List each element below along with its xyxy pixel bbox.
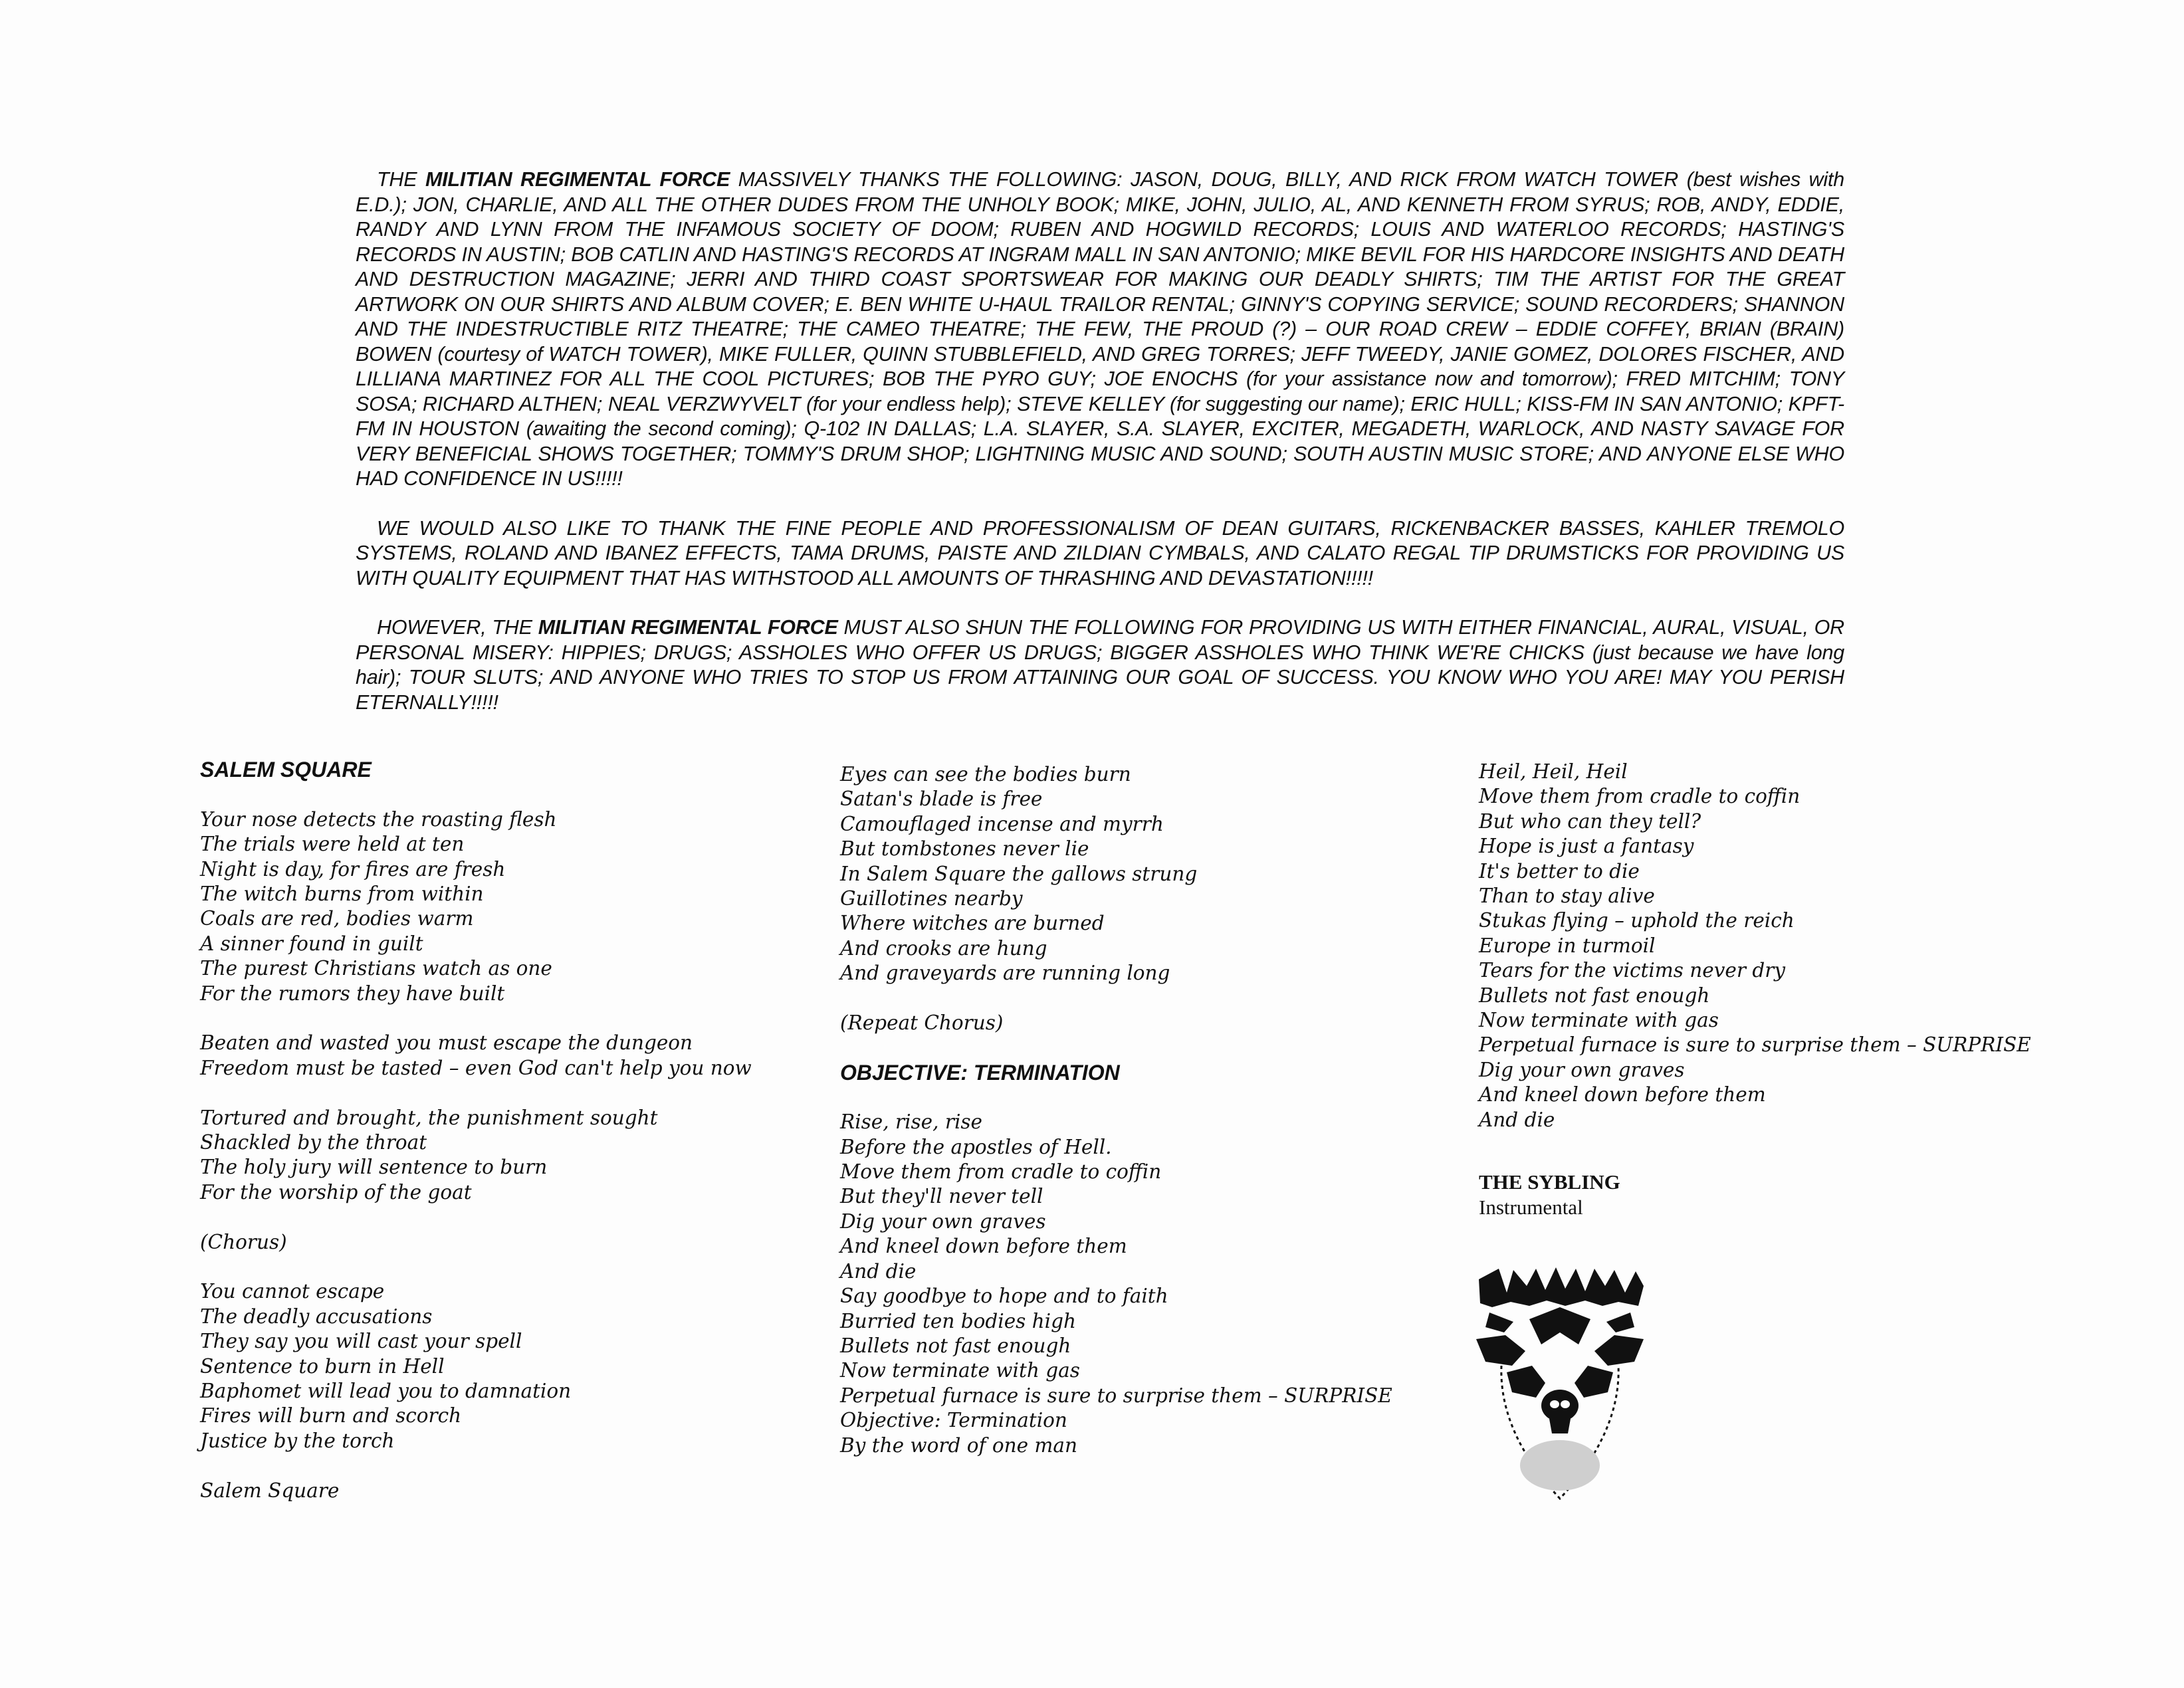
thanks-section — [356, 167, 1844, 740]
lyric-line: Now terminate with gas — [840, 1359, 1080, 1382]
stanza — [200, 1479, 785, 1503]
stanza — [200, 1279, 785, 1453]
lyric-line: Salem Square — [200, 1479, 340, 1502]
band-name: MILITIAN REGIMENTAL FORCE — [425, 168, 730, 191]
objective-termination-lyrics — [840, 1110, 1425, 1458]
lyric-line: Guillotines nearby — [840, 887, 1023, 910]
lyric-line: Move them from cradle to coffin — [1479, 785, 1801, 808]
lyric-line: The deadly accusations — [200, 1305, 433, 1328]
lyrics-column-2 — [840, 762, 1425, 1483]
lyric-line: Before the apostles of Hell. — [840, 1135, 1112, 1158]
objective-termination-lyrics-continued — [1479, 760, 2143, 1132]
lyric-line: Perpetual furnace is sure to surprise them – SURPRISE — [1479, 1033, 2031, 1057]
stanza — [840, 1011, 1425, 1035]
lyric-line: For the worship of the goat — [200, 1180, 472, 1204]
stanza — [200, 1031, 785, 1081]
lyric-line: Camouflaged incense and myrrh — [840, 812, 1164, 835]
lyric-line: Perpetual furnace is sure to surprise them – SURPRISE — [840, 1384, 1392, 1407]
lyric-line: Burried ten bodies high — [840, 1309, 1076, 1332]
lyric-line: You cannot escape — [200, 1280, 385, 1303]
lyrics-column-1 — [200, 758, 785, 1528]
lyric-line: And kneel down before them — [840, 1235, 1127, 1258]
lyric-line: But they'll never tell — [840, 1185, 1043, 1208]
lyric-line: Than to stay alive — [1479, 885, 1655, 908]
lyric-line: Dig your own graves — [840, 1210, 1046, 1233]
lyric-line: Rise, rise, rise — [840, 1110, 983, 1134]
lyric-line: In Salem Square the gallows strung — [840, 862, 1198, 885]
thanks-lead: THE — [377, 168, 425, 191]
lyric-line: For the rumors they have built — [200, 982, 505, 1005]
lyric-line: Say goodbye to hope and to faith — [840, 1285, 1168, 1308]
lyric-line: Stukas flying – uphold the reich — [1479, 909, 1795, 932]
lyric-line: Tears for the victims never dry — [1479, 959, 1786, 982]
lyric-line: The witch burns from within — [200, 883, 484, 906]
lyric-line: Beaten and wasted you must escape the dungeon — [200, 1031, 693, 1055]
shun-lead: HOWEVER, THE — [377, 616, 538, 639]
thanks-paragraph-2: WE WOULD ALSO LIKE TO THANK THE FINE PEOPLE AND PROFESSIONALISM OF DEAN GUITARS, RICKENBACKER BASSES, KAHLER TREMOLO SYSTEMS, ROLAND AND IBANEZ EFFECTS, TAMA DRUMS, PAISTE AND ZILDIAN CYMBALS, AND CALATO REGAL TIP DRUMSTICKS FOR PROVIDING US WITH QUALITY EQUIPMENT THAT HAS WITHSTOOD ALL AMOUNTS OF THRASHING AND DEVASTATION!!!!! — [356, 516, 1844, 589]
lyric-line: And graveyards are running long — [840, 962, 1170, 985]
lyric-line: Coals are red, bodies warm — [200, 907, 474, 930]
lyric-line: And kneel down before them — [1479, 1083, 1766, 1107]
lyric-line: Move them from cradle to coffin — [840, 1160, 1162, 1184]
band-logo-shield-skull-icon — [1472, 1266, 1648, 1505]
lyric-line: Hope is just a fantasy — [1479, 835, 1694, 858]
lyric-line: Objective: Termination — [840, 1409, 1067, 1432]
shun-paragraph — [356, 615, 1844, 715]
lyric-line: And crooks are hung — [840, 936, 1047, 960]
song-subtitle-instrumental: Instrumental — [1479, 1195, 1583, 1219]
lyric-line: Where witches are burned — [840, 912, 1105, 935]
song-title-the-sybling: THE SYBLING — [1479, 1170, 1620, 1194]
lyric-line: Now terminate with gas — [1479, 1009, 1719, 1032]
lyric-line: Fires will burn and scorch — [200, 1404, 462, 1427]
lyric-line: The purest Christians watch as one — [200, 957, 552, 980]
lyric-line: Bullets not fast enough — [840, 1334, 1071, 1357]
lyric-line: Sentence to burn in Hell — [200, 1354, 445, 1378]
lyric-line: It's better to die — [1479, 859, 1640, 883]
lyric-line: Heil, Heil, Heil — [1479, 760, 1628, 783]
stanza — [840, 762, 1425, 986]
stanza — [200, 807, 785, 1006]
shun-text: MUST ALSO SHUN THE FOLLOWING FOR PROVIDING US WITH EITHER FINANCIAL, AURAL, VISUAL, OR PERSONAL MISERY: HIPPIES; DRUGS; ASSHOLES WHO OFFER US DRUGS; BIGGER ASSHOLES WHO THINK WE'RE CHICKS (just because we have long hair); TOUR SLUTS; AND ANYONE WHO TRIES TO STOP US FROM ATTAINING OUR GOAL OF SUCCESS. YOU KNOW WHO YOU ARE! MAY YOU PERISH ETERNALLY!!!!! — [356, 616, 1844, 714]
lyric-line: Justice by the torch — [200, 1429, 395, 1452]
lyric-line: But tombstones never lie — [840, 837, 1089, 861]
lyric-line: They say you will cast your spell — [200, 1330, 522, 1353]
lyric-line: Freedom must be tasted – even God can't help you now — [200, 1056, 752, 1079]
lyric-line: Dig your own graves — [1479, 1058, 1685, 1081]
lyric-line: The holy jury will sentence to burn — [200, 1156, 548, 1179]
lyrics-column-3 — [1479, 760, 2143, 1219]
song-title-salem-square: SALEM SQUARE — [200, 758, 372, 782]
lyric-line: Shackled by the throat — [200, 1131, 427, 1154]
band-name: MILITIAN REGIMENTAL FORCE — [538, 616, 838, 639]
lyric-line: The trials were held at ten — [200, 833, 465, 856]
lyric-line: (Chorus) — [200, 1230, 287, 1253]
lyric-line: Tortured and brought, the punishment sought — [200, 1106, 658, 1129]
lyric-line: And die — [840, 1259, 917, 1283]
lyric-line: Eyes can see the bodies burn — [840, 763, 1131, 786]
thanks-paragraph-1 — [356, 167, 1844, 492]
stanza — [200, 1106, 785, 1206]
salem-square-lyrics-continued — [840, 762, 1425, 1035]
lyric-line: But who can they tell? — [1479, 809, 1701, 833]
song-title-objective-termination: OBJECTIVE: TERMINATION — [840, 1060, 1120, 1085]
lyric-line: Bullets not fast enough — [1479, 984, 1710, 1007]
lyric-line: A sinner found in guilt — [200, 932, 423, 955]
lyric-line: By the word of one man — [840, 1433, 1077, 1457]
thanks-text: MASSIVELY THANKS THE FOLLOWING: JASON, DOUG, BILLY, AND RICK FROM WATCH TOWER (best wishes with E.D.); JON, CHARLIE, AND ALL THE OTHER DUDES FROM THE UNHOLY BOOK; MIKE, JOHN, JULIO, AL, AND KENNETH FROM SYRUS; ROB, ANDY, EDDIE, RANDY AND LYNN FROM THE INFAMOUS SOCIETY OF DOOM; RUBEN AND HOGWILD RECORDS; LOUIS AND WATERLOO RECORDS; HASTING'S RECORDS IN AUSTIN; BOB CATLIN AND HASTING'S RECORDS AT INGRAM MALL IN SAN ANTONIO; MIKE BEVIL FOR HIS HARDCORE INSIGHTS AND DEATH AND DESTRUCTION MAGAZINE; JERRI AND THIRD COAST SPORTSWEAR FOR MAKING OUR DEADLY SHIRTS; TIM THE ARTIST FOR THE GREAT ARTWORK ON OUR SHIRTS AND ALBUM COVER; E. BEN WHITE U-HAUL TRAILOR RENTAL; GINNY'S COPYING SERVICE; SOUND RECORDERS; SHANNON AND THE INDESTRUCTIBLE RITZ THEATRE; THE CAMEO THEATRE; THE FEW, THE PROUD (?) – OUR ROAD CREW – EDDIE COFFEY, BRIAN (BRAIN) BOWEN (courtesy of WATCH TOWER), MIKE FULLER, QUINN STUBBLEFIELD, AND GREG TORRES; JEFF TWEEDY, JANIE GOMEZ, DOLORES FISCHER, AND LILLIANA MARTINEZ FOR ALL THE COOL PICTURES; BOB THE PYRO GUY; JOE ENOCHS (for your assistance now and tomorrow); FRED MITCHIM; TONY SOSA; RICHARD ALTHEN; NEAL VERZWYVELT (for your endless help); STEVE KELLEY (for suggesting our name); ERIC HULL; KISS-FM IN SAN ANTONIO; KPFT-FM IN HOUSTON (awaiting the second coming); Q-102 IN DALLAS; L.A. SLAYER, S.A. SLAYER, EXCITER, MEGADETH, WARLOCK, AND NASTY SAVAGE FOR VERY BENEFICIAL SHOWS TOGETHER; TOMMY'S DRUM SHOP; LIGHTNING MUSIC AND SOUND; SOUTH AUSTIN MUSIC STORE; AND ANYONE ELSE WHO HAD CONFIDENCE IN US!!!!! — [356, 168, 1844, 490]
lyric-line: And die — [1479, 1108, 1555, 1131]
lyric-line: Night is day, for fires are fresh — [200, 857, 506, 881]
lyric-line: (Repeat Chorus) — [840, 1011, 1004, 1035]
salem-square-lyrics — [200, 807, 785, 1503]
lyric-line: Europe in turmoil — [1479, 934, 1656, 957]
lyric-line: Your nose detects the roasting flesh — [200, 807, 557, 831]
lyric-line: Baphomet will lead you to damnation — [200, 1380, 572, 1403]
lyric-line: Satan's blade is free — [840, 788, 1043, 811]
stanza — [200, 1230, 785, 1255]
